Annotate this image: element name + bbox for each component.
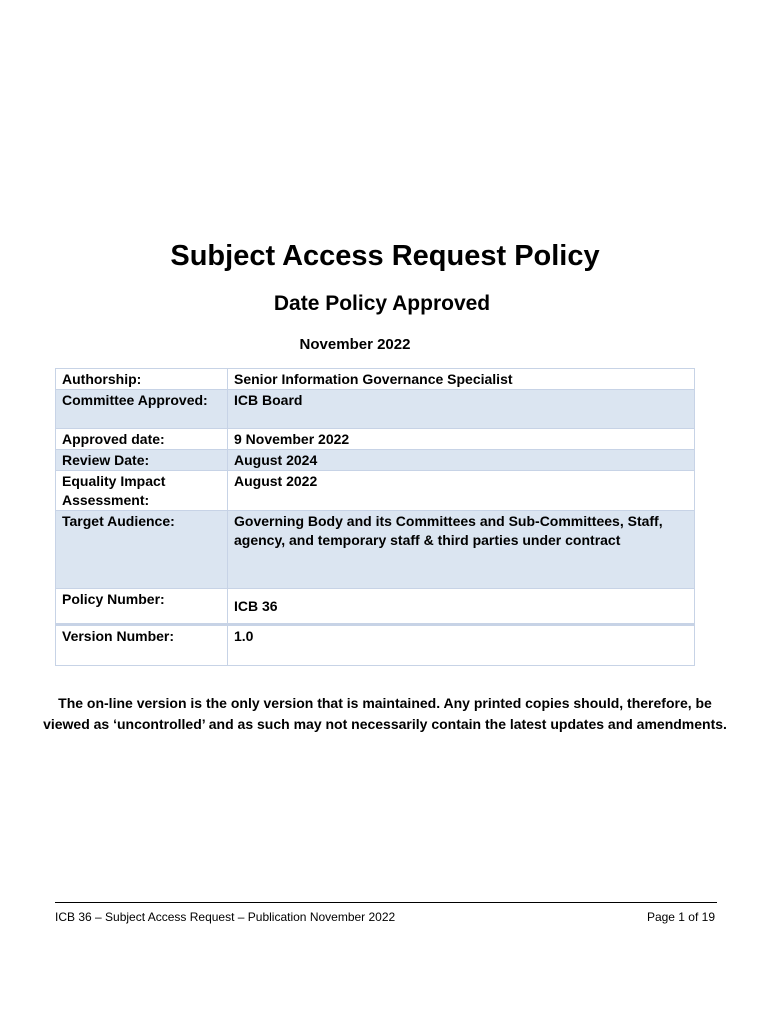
policy-info-table [55,368,695,666]
row-label-version-number: Version Number: [56,625,228,666]
footer-page-number: Page 1 of 19 [646,910,715,924]
table-row [56,390,695,429]
row-value-target-audience: Governing Body and its Committees and Sub-Committees, Staff, agency, and temporary staff & third parties under contract [228,511,695,589]
row-label-policy-number: Policy Number: [56,589,228,625]
page-subtitle: Date Policy Approved [273,292,491,315]
table-row [56,511,695,589]
row-label-target-audience: Target Audience: [56,511,228,589]
row-label-review-date: Review Date: [56,450,228,471]
footer-divider [55,902,717,903]
row-label-committee: Committee Approved: [56,390,228,429]
row-label-equality-impact: Equality Impact Assessment: [56,471,228,511]
approval-date: November 2022 [299,336,411,353]
row-label-authorship: Authorship: [56,369,228,390]
row-value-policy-number: ICB 36 [228,589,695,625]
table-row [56,589,695,625]
row-value-authorship: Senior Information Governance Specialist [228,369,695,390]
footer-document-reference: ICB 36 – Subject Access Request – Publication November 2022 [55,910,396,924]
table-row [56,471,695,511]
table-row [56,450,695,471]
row-value-review-date: August 2024 [228,450,695,471]
row-value-equality-impact: August 2022 [228,471,695,511]
row-value-version-number: 1.0 [228,625,695,666]
table-row [56,429,695,450]
row-value-approved-date: 9 November 2022 [228,429,695,450]
controlled-copy-notice: The on-line version is the only version that is maintained. Any printed copies should, therefore, be viewed as ‘uncontrolled’ and as such may not necessarily contain the latest updates and amendments. [43,695,727,732]
table-row [56,369,695,390]
table-row [56,625,695,666]
row-value-committee: ICB Board [228,390,695,429]
row-label-approved-date: Approved date: [56,429,228,450]
page-title: Subject Access Request Policy [170,240,600,272]
